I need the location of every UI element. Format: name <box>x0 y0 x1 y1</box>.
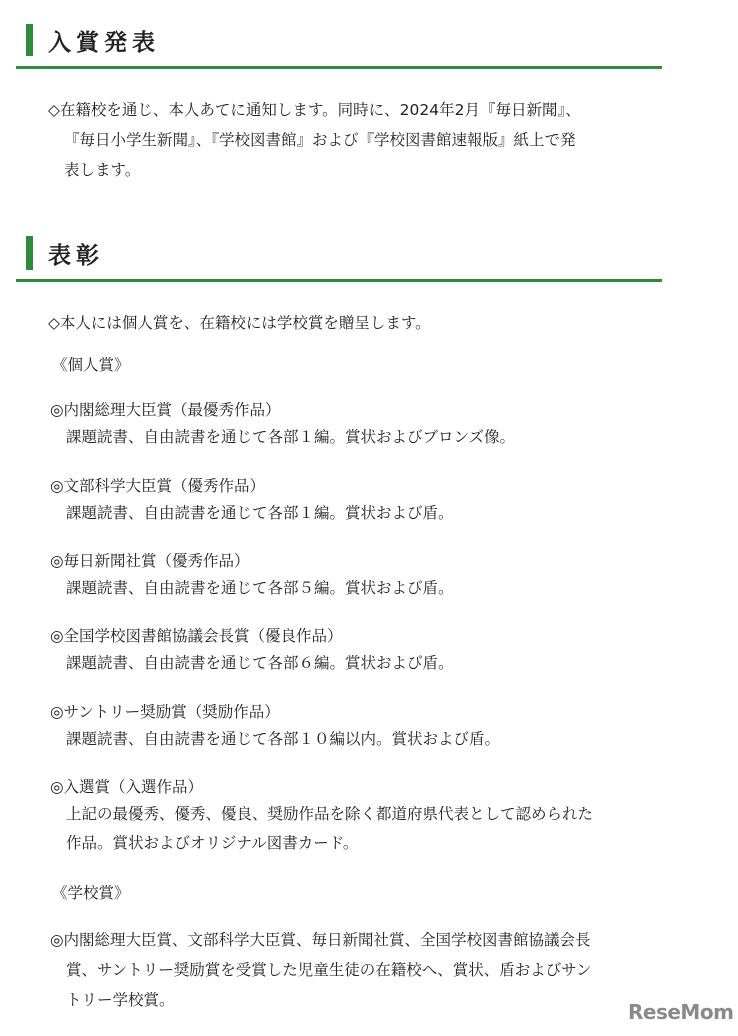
school-award-line-3: トリー学校賞。 <box>66 991 175 1009</box>
award-description: 作品。賞状およびオリジナル図書カード。 <box>66 834 359 852</box>
heading-accent-bar <box>26 24 33 56</box>
award-description: 課題読書、自由読書を通じて各部１編。賞状およびブロンズ像。 <box>66 428 516 446</box>
school-award-body <box>50 925 670 1015</box>
award-item <box>50 398 670 453</box>
award-item <box>50 624 670 679</box>
award-name: ◎サントリー奨励賞（奨励作品） <box>50 703 280 721</box>
award-name: ◎入選賞（入選作品） <box>50 778 204 796</box>
resemom-logo: ReseMom <box>628 1000 734 1024</box>
award-item <box>50 474 670 529</box>
award-description: 課題読書、自由読書を通じて各部５編。賞状および盾。 <box>66 579 454 597</box>
award-announcement-title: 入賞発表 <box>48 30 160 56</box>
award-name: ◎全国学校図書館協議会長賞（優良作品） <box>50 627 343 645</box>
commendation-heading <box>16 230 662 282</box>
award-description: 課題読書、自由読書を通じて各部１編。賞状および盾。 <box>66 504 454 522</box>
award-name: ◎毎日新聞社賞（優秀作品） <box>50 552 250 570</box>
body-line-1: ◇在籍校を通じ、本人あてに通知します。同時に、2024年2月『毎日新聞』、 <box>48 101 581 119</box>
award-description: 課題読書、自由読書を通じて各部６編。賞状および盾。 <box>66 654 454 672</box>
award-description: 課題読書、自由読書を通じて各部１０編以内。賞状および盾。 <box>66 730 501 748</box>
award-name: ◎内閣総理大臣賞（最優秀作品） <box>50 401 281 419</box>
commendation-intro: ◇本人には個人賞を、在籍校には学校賞を贈呈します。 <box>48 314 431 332</box>
school-award-label: 《学校賞》 <box>52 884 130 902</box>
award-description: 上記の最優秀、優秀、優良、奨励作品を除く都道府県代表として認められた <box>66 805 594 823</box>
heading-accent-bar <box>26 236 33 270</box>
award-announcement-body <box>48 95 668 185</box>
body-line-2: 『毎日小学生新聞』、『学校図書館』および『学校図書館速報版』紙上で発 <box>64 131 576 149</box>
individual-award-label: 《個人賞》 <box>52 356 130 374</box>
commendation-title: 表彰 <box>48 243 104 269</box>
award-announcement-heading <box>16 0 662 69</box>
award-item <box>50 549 670 604</box>
award-item <box>50 700 670 755</box>
award-name: ◎文部科学大臣賞（優秀作品） <box>50 477 266 495</box>
body-line-3: 表します。 <box>64 161 141 179</box>
school-award-line-1: ◎内閣総理大臣賞、文部科学大臣賞、毎日新聞社賞、全国学校図書館協議会長 <box>50 931 591 949</box>
school-award-line-2: 賞、サントリー奨励賞を受賞した児童生徒の在籍校へ、賞状、盾およびサン <box>66 961 592 979</box>
award-item <box>50 775 670 859</box>
